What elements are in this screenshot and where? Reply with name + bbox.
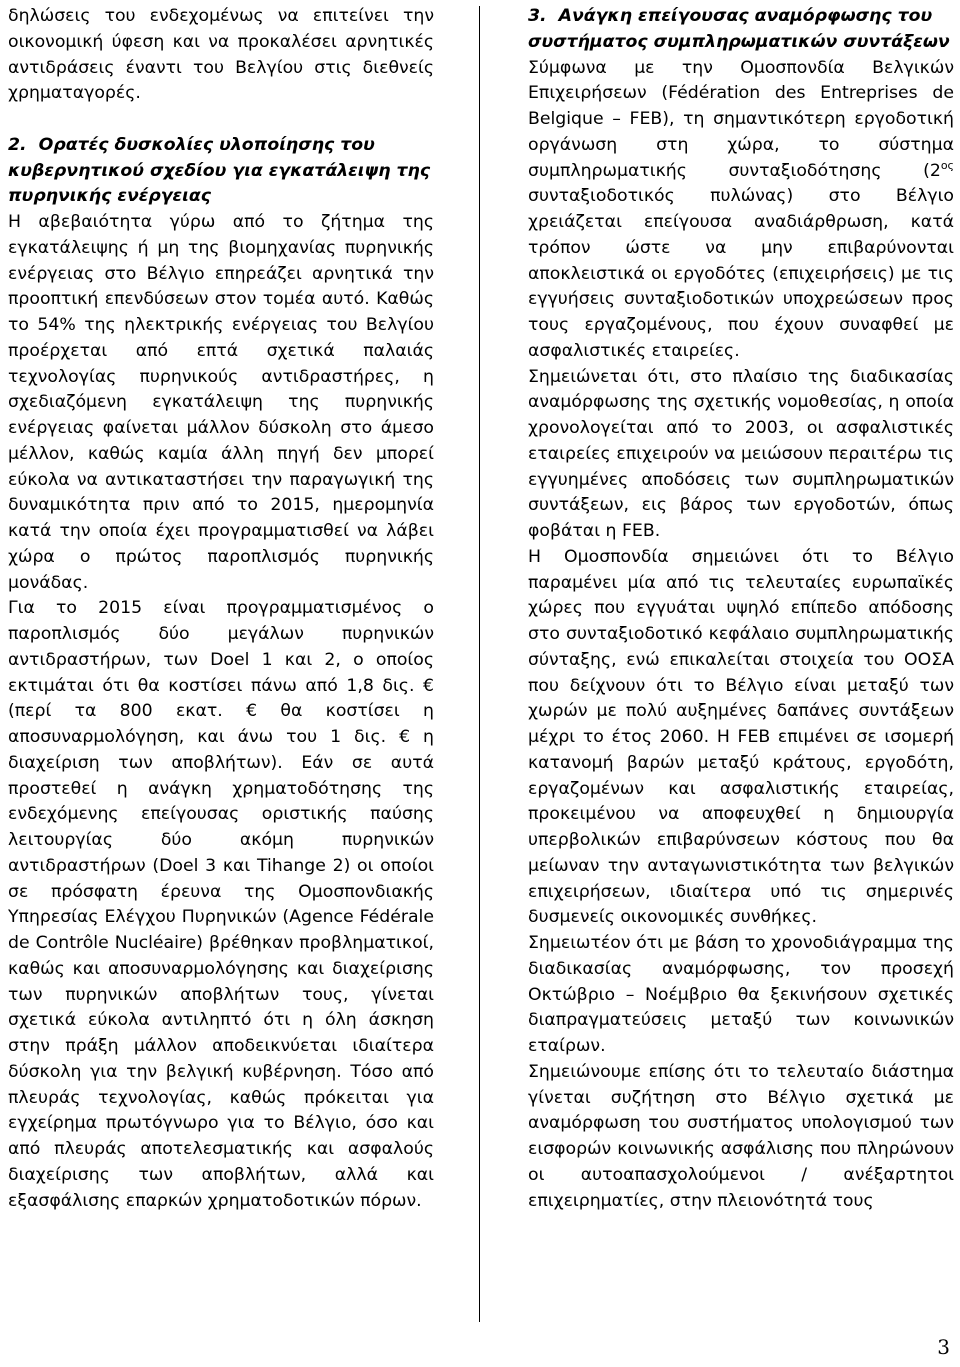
column-divider: [479, 6, 480, 1322]
section-2-title: Ορατές δυσκολίες υλοποίησης του κυβερνητικού σχεδίου για εγκατάλειψη της πυρηνικής ενέργειας: [8, 134, 431, 207]
euro-symbol: €: [399, 727, 411, 747]
section-3-paragraph-5: Σημειώνουμε επίσης ότι το τελευταίο διάστημα γίνεται συζήτηση στο Βέλγιο σχετικά με αναμόρφωση του συστήματος υπολογισμού των εισφορών κοινωνικής ασφάλισης που πληρώνουν οι αυτοαπασχολούμενοι / ανέξαρτητοι επιχειρηματίες, στην πλειονότητά τους: [528, 1061, 954, 1211]
euro-symbol: €: [246, 701, 258, 722]
section-3-paragraph-2: Σημειώνεται ότι, στο πλαίσιο της διαδικασίας αναμόρφωσης της σχετικής νομοθεσίας, η οποία χρονολογείται από το 2003, οι ασφαλιστικές εταιρείες επιχειρούν να μειώσουν περαιτέρω τις εγγυημένες αποδόσεις των συμπληρωματικών συντάξεων, εις βάρος των εργοδοτών, όπως φοβάται η FEB.: [528, 366, 954, 541]
ordinal-superscript: ος: [940, 158, 954, 172]
section-3-paragraph-4: Σημειωτέον ότι με βάση το χρονοδιάγραμμα της διαδικασίας αναμόρφωσης, τον προσεχή Οκτώβριο – Νοέμβριο θα ξεκινήσουν σχετικές διαπραγματεύσεις μεταξύ των κοινωνικών εταίρων.: [528, 933, 954, 1056]
left-column: [8, 4, 434, 1214]
right-column: [528, 4, 954, 1214]
section-3-heading: [528, 4, 954, 56]
section-2-paragraph-1: Η αβεβαιότητα γύρω από το ζήτημα της εγκατάλειψης ή μη της βιομηχανίας πυρηνικής ενέργειας στο Βέλγιο επηρεάζει αρνητικά την προοπτική επενδύσεων στον τομέα αυτό. Καθώς το 54% της ηλεκτρικής ενέργειας του Βελγίου προέρχεται από επτά σχετικά παλαιάς τεχνολογίας πυρηνικούς αντιδραστήρες, η σχεδιαζόμενη εγκατάλειψη της πυρηνικής ενέργειας φαίνεται μάλλον δύσκολη στο άμεσο μέλλον, καθώς καμία άλλη πηγή δεν μπορεί εύκολα να αντικαταστήσει την παραγωγική της δυναμικότητα πριν από το 2015, ημερομηνία κατά την οποία έχει προγραμματισθεί να λάβει χώρα ο πρώτος παροπλισμός πυρηνικής μονάδας.: [8, 212, 434, 593]
page-number: 3: [937, 1335, 950, 1359]
section-3-title: Ανάγκη επείγουσας αναμόρφωσης του συστήματος συμπληρωματικών συντάξεων: [528, 6, 950, 52]
euro-symbol: €: [423, 675, 434, 696]
section-2-number: 2.: [8, 134, 27, 155]
section-2-paragraph-2: Για το 2015 είναι προγραμματισμένος ο παροπλισμός δύο μεγάλων πυρηνικών αντιδραστήρων, των Doel 1 και 2, ο οποίος εκτιμάται ότι θα κοστίσει πάνω από 1,8 δις. € (περί τα 800 εκατ. € θα κοστίσει η αποσυναρμολόγηση, και άνω του 1 δις. € η διαχείριση των αποβλήτων). Εάν σε αυτά προστεθεί η ανάγκη χρηματοδότησης της ενδεχόμενης επείγουσας οριστικής παύσης λειτουργίας δύο ακόμη πυρηνικών αντιδραστήρων (Doel 3 και Tihange 2) οι οποίοι σε πρόσφατη έρευνα της Ομοσπονδιακής Υπηρεσίας Ελέγχου Πυρηνικών (Agence Fédérale de Contrôle Nucléaire) βρέθηκαν προβληματικοί, καθώς και αποσυναρμολόγησης και διαχείρισης των πυρηνικών αποβλήτων τους, γίνεται σχετικά εύκολα αντιληπτό ότι η όλη άσκηση στην πράξη μάλλον αποδεικνύεται ιδιαίτερα δύσκολη για την βελγική κυβέρνηση. Τόσο από πλευράς τεχνολογίας, καθώς πρόκειται για εγχείρημα πρωτόγνωρο για το Βέλγιο, όσο και από πλευράς αποτελεσματικής και ασφαλούς διαχείρισης των αποβλήτων, αλλά και εξασφάλισης επαρκών χρηματοδοτικών πόρων.: [8, 598, 434, 1211]
section-3-number: 3.: [528, 6, 547, 26]
section-3-paragraph-1: Σύμφωνα με την Ομοσπονδία Βελγικών Επιχειρήσεων (Fédération des Entreprises de Belgique – FEB), τη σημαντικότερη εργοδοτική οργάνωση στη χώρα, το σύστημα συμπληρωματικής συνταξιοδότησης ($2^{o\varsigma}$ συνταξιοδοτικός πυλώνας) στο Βέλγιο χρειάζεται επείγουσα αναδιάρθρωση, κατά τρόπον ώστε να μην επιβαρύνονται αποκλειστικά οι εργοδότες (επιχειρήσεις) με τις εγγυήσεις συνταξιοδοτικών υποχρεώσεων προς τους εργαζομένους, που έχουν συναφθεί με ασφαλιστικές εταιρείες.: [528, 57, 954, 361]
section-2-heading: [8, 133, 434, 210]
section-3-paragraph-3: Η Ομοσπονδία σημειώνει ότι το Βέλγιο παραμένει μία από τις τελευταίες ευρωπαϊκές χώρες που εγγυάται υψηλό επίπεδο απόδοσης στο συνταξιοδοτικό κεφάλαιο συμπληρωματικής σύνταξης, ενώ επικαλείται στοιχεία του ΟΟΣΑ που δείχνουν ότι το Βέλγιο είναι μεταξύ των χωρών με πολύ αυξημένες δαπάνες συντάξεων μέχρι το έτος 2060. Η FEB επιμένει σε ισομερή κατανομή βαρών μεταξύ κράτους, εργοδότη, εργαζομένων και ασφαλιστικής εταιρείας, προκειμένου να αποφευχθεί η δημιουργία υπερβολικών επιβαρύνσεων κόστους που θα μείωναν την ανταγωνιστικότητα των βελγικών επιχειρήσεων, ιδιαίτερα υπό τις σημερινές δυσμενείς οικονομικές συνθήκες.: [528, 546, 954, 928]
intro-paragraph: δηλώσεις του ενδεχομένως να επιτείνει την οικονομική ύφεση και να προκαλέσει αρνητικές αντιδράσεις έναντι του Βελγίου στις διεθνείς χρηματαγορές.: [8, 6, 434, 104]
